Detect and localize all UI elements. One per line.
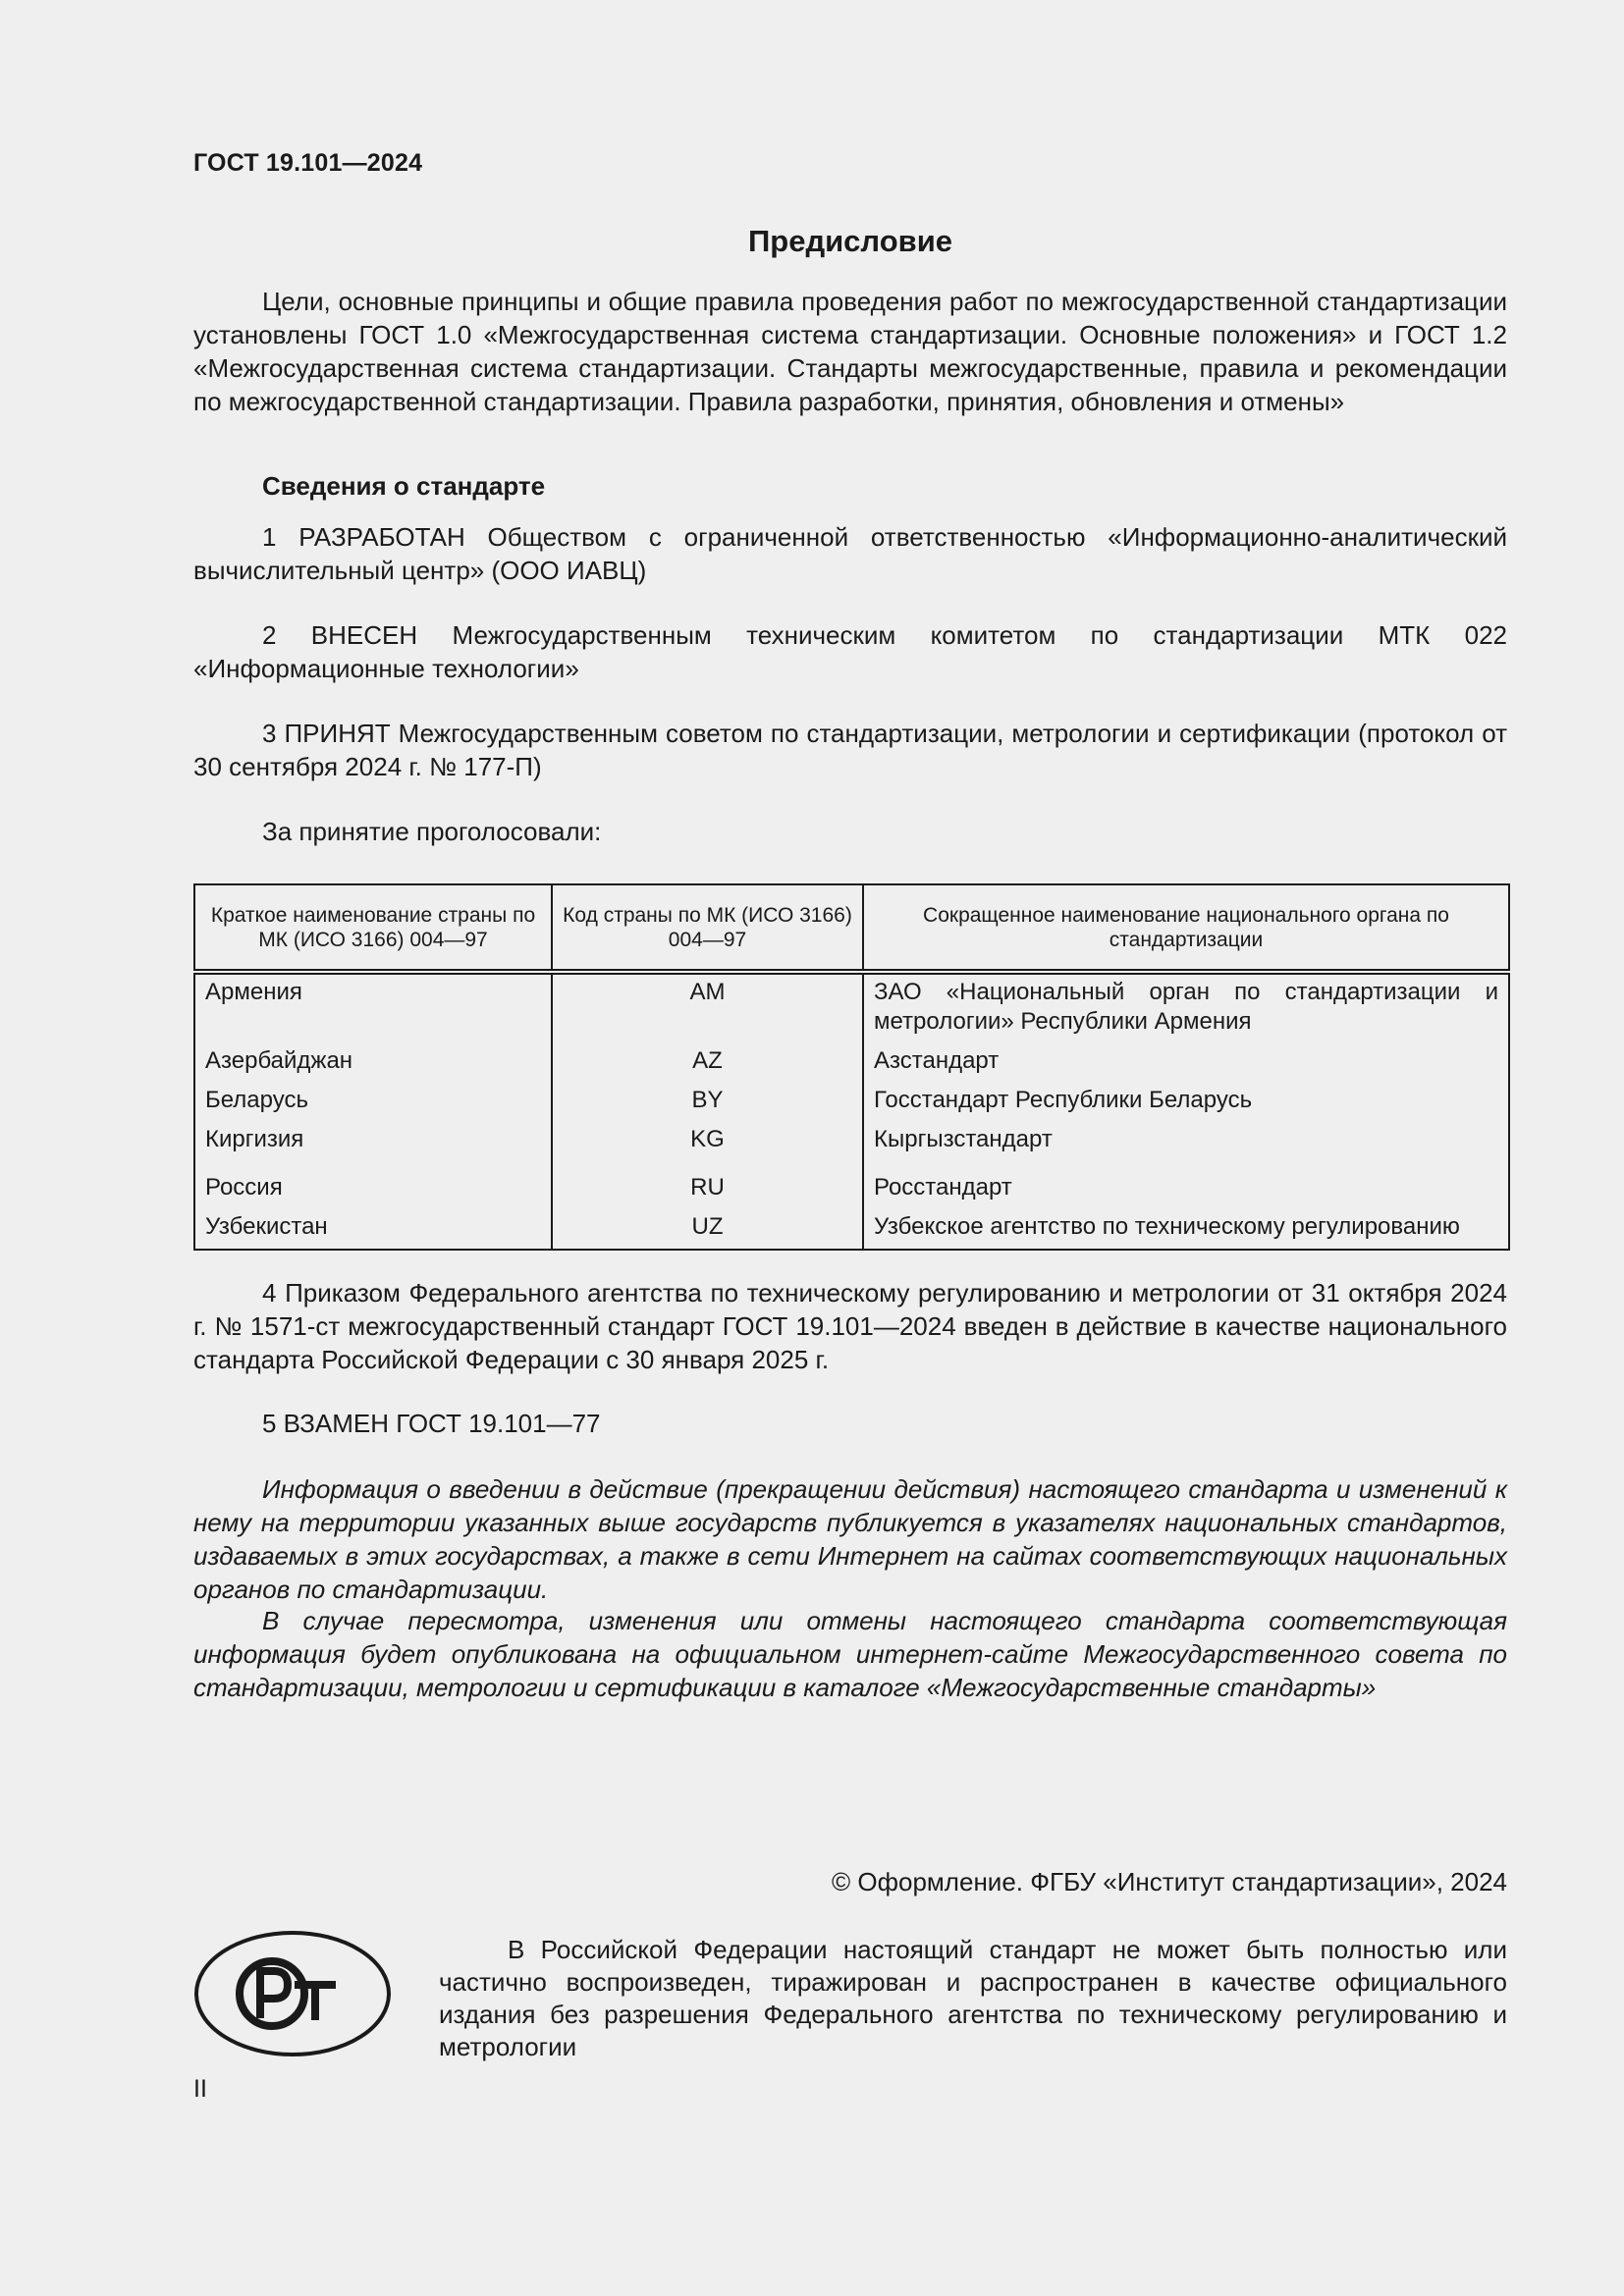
page-number: II (193, 2075, 207, 2103)
country-cell: Узбекистан (194, 1209, 552, 1250)
member-states-table (193, 883, 1510, 1251)
item-5-replaces: 5 ВЗАМЕН ГОСТ 19.101—77 (262, 1409, 601, 1438)
legal-notice: В Российской Федерации настоящий стандарт не может быть полностью или частично воспроизведен, тиражирован и распространен в качестве официального издания без разрешения Федерального агентства по техническому регулированию и метрологии (439, 1935, 1507, 2061)
org-cell: Кыргызстандарт (863, 1122, 1509, 1170)
page-title: Предисловие (747, 224, 952, 258)
intro-paragraph: Цели, основные принципы и общие правила проведения работ по межгосударственной стандартизации установлены ГОСТ 1.0 «Межгосударственная система стандартизации. Основные положения» и ГОСТ 1.2 «Межгосударственная система стандартизации. Стандарты межгосударственные, правила и рекомендации по межгосударственной стандартизации. Правила разработки, принятия, обновления и отмены» (193, 287, 1507, 416)
code-cell: KG (552, 1122, 863, 1170)
table-row (194, 1083, 1509, 1122)
table-row (194, 1209, 1509, 1250)
info-paragraph-1: Информация о введении в действие (прекращении действия) настоящего стандарта и изменений к нему на территории указанных выше государств публикуется в указателях национальных стандартов, издаваемых в этих государствах, а также в сети Интернет на сайтах соответствующих национальных органов по стандартизации. (193, 1474, 1507, 1604)
country-cell: Киргизия (194, 1122, 552, 1170)
header-country-code: Код страны по МК (ИСО 3166) 004—97 (552, 884, 863, 972)
code-cell: AM (552, 972, 863, 1043)
country-cell: Россия (194, 1170, 552, 1209)
country-cell: Армения (194, 972, 552, 1043)
item-4-order: 4 Приказом Федерального агентства по техническому регулированию и метрологии от 31 октября 2024 г. № 1571-ст межгосударственный стандарт ГОСТ 19.101—2024 введен в действие в качестве национального стандарта Российской Федерации с 30 января 2025 г. (193, 1278, 1507, 1374)
header-country-name: Краткое наименование страны по МК (ИСО 3166) 004—97 (194, 884, 552, 972)
item-3-adopted: 3 ПРИНЯТ Межгосударственным советом по стандартизации, метрологии и сертификации (протокол от 30 сентября 2024 г. № 177-П) (193, 719, 1507, 781)
org-cell: Росстандарт (863, 1170, 1509, 1209)
org-cell: Азстандарт (863, 1043, 1509, 1083)
document-header: ГОСТ 19.101—2024 (193, 149, 423, 177)
org-cell: Госстандарт Республики Беларусь (863, 1083, 1509, 1122)
code-cell: UZ (552, 1209, 863, 1250)
section-subheading: Сведения о стандарте (262, 471, 546, 501)
info-paragraph-2: В случае пересмотра, изменения или отмены настоящего стандарта соответствующая информация будет опубликована на официальном интернет-сайте Межгосударственного совета по стандартизации, метрологии и сертификации в каталоге «Межгосударственные стандарты» (193, 1606, 1507, 1702)
country-cell: Беларусь (194, 1083, 552, 1122)
table-row (194, 1122, 1509, 1170)
rst-certification-logo (193, 1930, 392, 2057)
code-cell: RU (552, 1170, 863, 1209)
vote-label: За принятие проголосовали: (262, 817, 602, 846)
org-cell: Узбекское агентство по техническому регулированию (863, 1209, 1509, 1250)
table-header-row (194, 884, 1509, 972)
org-cell: ЗАО «Национальный орган по стандартизации и метрологии» Республики Армения (863, 972, 1509, 1043)
item-1-developed: 1 РАЗРАБОТАН Обществом с ограниченной ответственностью «Информационно-аналитический вычислительный центр» (ООО ИАВЦ) (193, 522, 1507, 585)
code-cell: AZ (552, 1043, 863, 1083)
item-2-submitted: 2 ВНЕСЕН Межгосударственным техническим комитетом по стандартизации МТК 022 «Информационные технологии» (193, 620, 1507, 683)
code-cell: BY (552, 1083, 863, 1122)
country-cell: Азербайджан (194, 1043, 552, 1083)
table-row (194, 972, 1509, 1043)
copyright-notice: © Оформление. ФГБУ «Институт стандартизации», 2024 (832, 1867, 1507, 1896)
header-national-body: Сокращенное наименование национального органа по стандартизации (863, 884, 1509, 972)
table-row (194, 1043, 1509, 1083)
table-row (194, 1170, 1509, 1209)
